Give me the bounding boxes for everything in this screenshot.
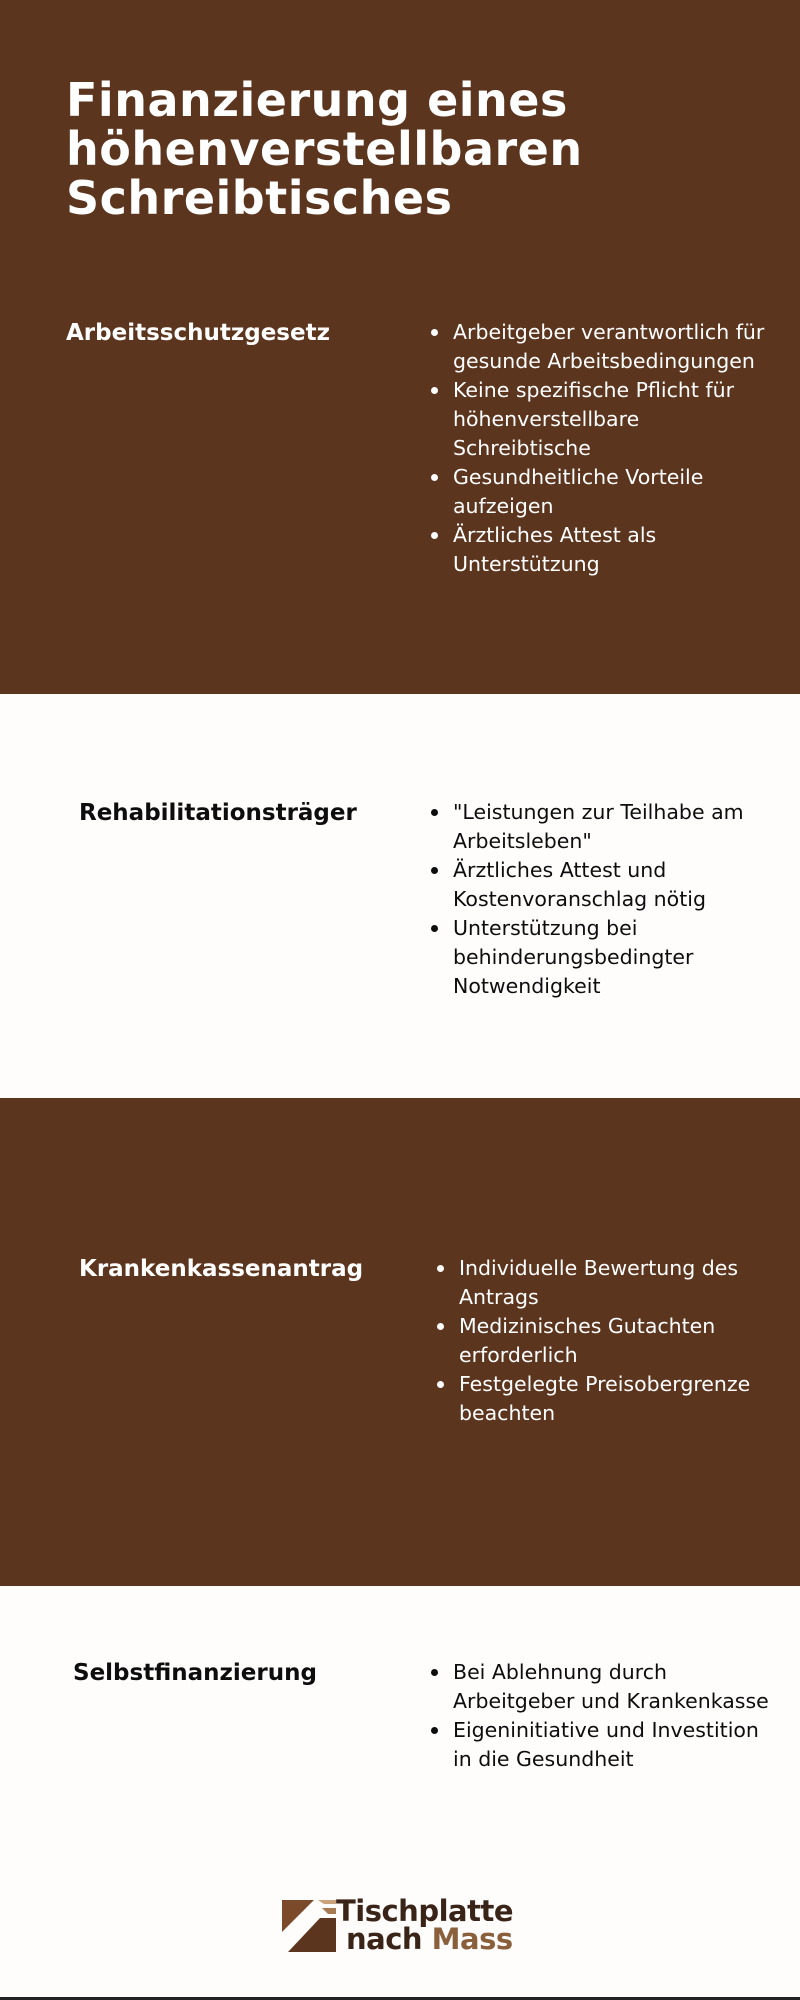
section-arbeitsschutzgesetz (0, 0, 800, 694)
list-item: "Leistungen zur Teilhabe am Arbeitsleben" (453, 798, 783, 856)
section-rehabilitationstraeger (0, 694, 800, 1098)
list-item: Unterstützung bei behinderungsbedingter Notwendigkeit (453, 914, 783, 1001)
logo-text-nach: nach (346, 1922, 423, 1956)
section-heading: Rehabilitationsträger (79, 800, 357, 826)
bullet-list (453, 798, 783, 1001)
list-item: Medizinisches Gutachten erforderlich (459, 1312, 784, 1370)
section-heading: Krankenkassenantrag (79, 1256, 364, 1282)
list-item: Arbeitgeber verantwortlich für gesunde Arbeitsbedingungen (453, 318, 773, 376)
section-heading: Arbeitsschutzgesetz (66, 320, 330, 346)
logo-text-mass: Mass (431, 1922, 513, 1956)
list-item: Ärztliches Attest als Unterstützung (453, 521, 773, 579)
list-item: Individuelle Bewertung des Antrags (459, 1254, 784, 1312)
bullet-list (453, 1658, 783, 1774)
list-item: Festgelegte Preisobergrenze beachten (459, 1370, 784, 1428)
page-title: Finanzierung eines höhenverstellbaren Schreibtisches (66, 73, 583, 225)
list-item: Gesundheitliche Vorteile aufzeigen (453, 463, 773, 521)
bullet-list (453, 318, 773, 579)
bullet-list (459, 1254, 784, 1428)
section-heading: Selbstfinanzierung (73, 1660, 317, 1686)
house-roof-logo-icon (282, 1900, 336, 1952)
section-krankenkassenantrag (0, 1098, 800, 1586)
list-item: Eigeninitiative und Investition in die Gesundheit (453, 1716, 783, 1774)
brand-logo (282, 1896, 522, 1956)
list-item: Bei Ablehnung durch Arbeitgeber und Krankenkasse (453, 1658, 783, 1716)
logo-text-line1: Tischplatte (336, 1894, 513, 1928)
logo-text-line2 (346, 1924, 513, 1954)
list-item: Ärztliches Attest und Kostenvoranschlag nötig (453, 856, 783, 914)
list-item: Keine spezifische Pflicht für höhenverstellbare Schreibtische (453, 376, 773, 463)
